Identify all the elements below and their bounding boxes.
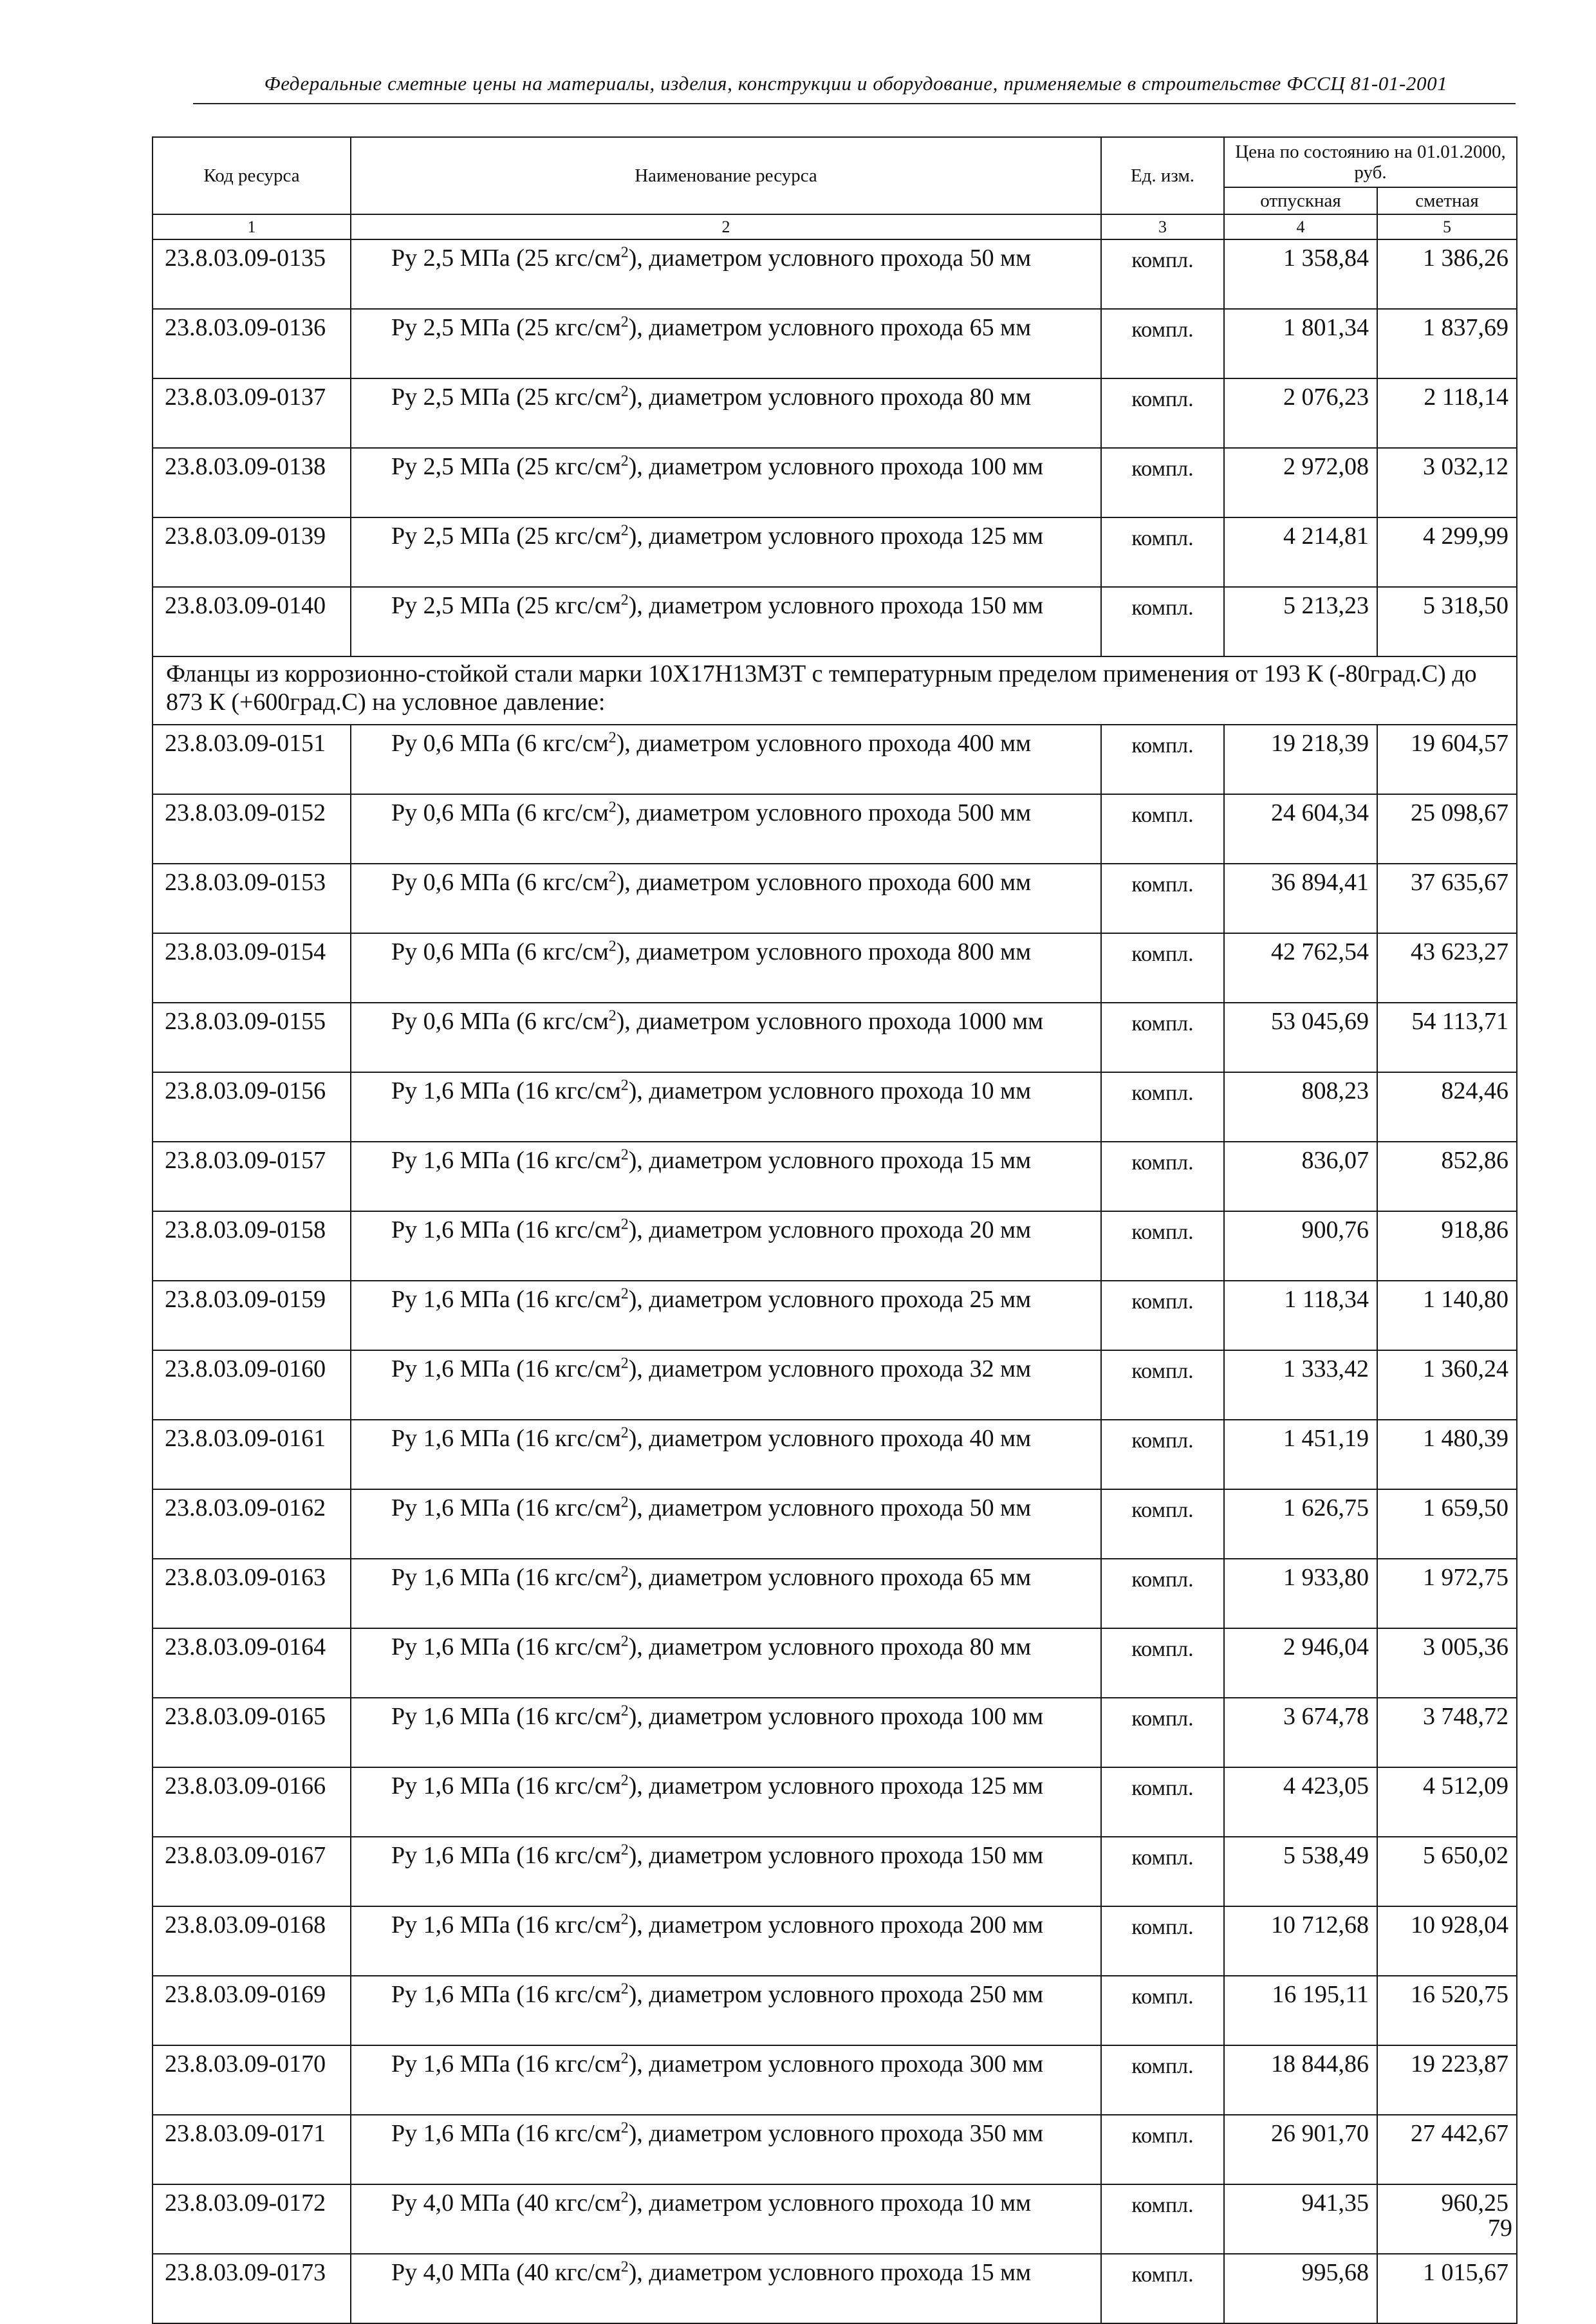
price-release: 2 972,08 [1224,448,1377,517]
price-estimate: 4 512,09 [1377,1767,1517,1837]
superscript: 2 [620,2119,629,2137]
price-estimate: 16 520,75 [1377,1976,1517,2045]
name-part: ), диаметром условного прохода 10 мм [628,2189,1032,2217]
price-release: 53 045,69 [1224,1003,1377,1072]
name-part: Ру 1,6 МПа (16 кгс/см [391,1772,621,1799]
resource-name [351,1142,1101,1211]
unit: компл. [1101,1698,1224,1767]
price-release: 836,07 [1224,1142,1377,1211]
superscript: 2 [620,1633,629,1650]
resource-name [351,864,1101,933]
name-part: Ру 4,0 МПа (40 кгс/см [391,2259,621,2286]
resource-code: 23.8.03.09-0159 [153,1281,351,1350]
price-estimate: 37 635,67 [1377,864,1517,933]
resource-name [351,1072,1101,1142]
price-release: 4 423,05 [1224,1767,1377,1837]
unit: компл. [1101,725,1224,794]
superscript: 2 [620,1077,629,1094]
table-row [153,239,1517,309]
price-release: 36 894,41 [1224,864,1377,933]
superscript: 2 [620,1702,629,1720]
price-estimate: 54 113,71 [1377,1003,1517,1072]
name-part: Ру 2,5 МПа (25 кгс/см [391,245,621,272]
resource-code: 23.8.03.09-0167 [153,1837,351,1906]
resource-name [351,1628,1101,1698]
table-body-after-group [153,725,1517,2323]
table-row [153,1489,1517,1559]
name-part: Ру 1,6 МПа (16 кгс/см [391,1216,621,1243]
name-part: ), диаметром условного прохода 100 мм [628,1703,1044,1730]
price-release: 4 214,81 [1224,517,1377,587]
resource-name [351,1906,1101,1976]
resource-code: 23.8.03.09-0164 [153,1628,351,1698]
superscript: 2 [620,244,629,261]
table-row [153,933,1517,1003]
price-estimate: 1 972,75 [1377,1559,1517,1628]
table-row [153,1628,1517,1698]
table-row [153,1072,1517,1142]
name-part: Ру 2,5 МПа (25 кгс/см [391,592,621,619]
resource-code: 23.8.03.09-0135 [153,239,351,309]
name-part: ), диаметром условного прохода 350 мм [628,2120,1044,2147]
name-part: ), диаметром условного прохода 15 мм [628,1147,1032,1174]
resource-name [351,1976,1101,2045]
name-part: ), диаметром условного прохода 65 мм [628,314,1032,341]
resource-name [351,1350,1101,1420]
name-part: ), диаметром условного прохода 300 мм [628,2050,1044,2078]
price-estimate: 960,25 [1377,2184,1517,2254]
superscript: 2 [608,1007,617,1025]
table-row [153,517,1517,587]
price-release: 1 358,84 [1224,239,1377,309]
header-name: Наименование ресурса [351,137,1101,214]
name-part: ), диаметром условного прохода 150 мм [628,1842,1044,1869]
superscript: 2 [608,799,617,816]
name-part: ), диаметром условного прохода 15 мм [628,2259,1032,2286]
superscript: 2 [620,1146,629,1164]
resource-code: 23.8.03.09-0151 [153,725,351,794]
superscript: 2 [608,729,617,747]
name-part: ), диаметром условного прохода 125 мм [628,523,1044,550]
name-part: Ру 1,6 МПа (16 кгс/см [391,2120,621,2147]
resource-code: 23.8.03.09-0139 [153,517,351,587]
name-part: Ру 1,6 МПа (16 кгс/см [391,2050,621,2078]
table-row [153,1281,1517,1350]
superscript: 2 [620,1355,629,1372]
price-release: 1 933,80 [1224,1559,1377,1628]
resource-code: 23.8.03.09-0138 [153,448,351,517]
table-row [153,2045,1517,2115]
table-row [153,2254,1517,2323]
price-estimate: 2 118,14 [1377,378,1517,448]
resource-code: 23.8.03.09-0154 [153,933,351,1003]
price-estimate: 1 386,26 [1377,239,1517,309]
resource-code: 23.8.03.09-0172 [153,2184,351,2254]
unit: компл. [1101,1142,1224,1211]
superscript: 2 [608,938,617,955]
unit: компл. [1101,1072,1224,1142]
name-part: Ру 2,5 МПа (25 кгс/см [391,314,621,341]
unit: компл. [1101,309,1224,378]
price-estimate: 824,46 [1377,1072,1517,1142]
resource-code: 23.8.03.09-0153 [153,864,351,933]
price-release: 16 195,11 [1224,1976,1377,2045]
name-part: Ру 0,6 МПа (6 кгс/см [391,799,609,826]
unit: компл. [1101,1976,1224,2045]
header-price: Цена по состоянию на 01.01.2000, руб. [1224,137,1517,187]
unit: компл. [1101,239,1224,309]
resource-name [351,1281,1101,1350]
resource-code: 23.8.03.09-0173 [153,2254,351,2323]
unit: компл. [1101,1489,1224,1559]
resource-code: 23.8.03.09-0169 [153,1976,351,2045]
name-part: Ру 1,6 МПа (16 кгс/см [391,1564,621,1591]
price-estimate: 1 140,80 [1377,1281,1517,1350]
resource-name [351,1003,1101,1072]
column-number: 4 [1224,214,1377,239]
name-part: ), диаметром условного прохода 200 мм [628,1911,1044,1938]
superscript: 2 [620,1841,629,1859]
resource-name [351,1837,1101,1906]
price-release: 2 076,23 [1224,378,1377,448]
resource-name [351,239,1101,309]
group-heading: Фланцы из коррозионно-стойкой стали марки 10Х17Н13М3Т с температурным пределом применения от 193 К (-80град.С) до 873 К (+600град.С) на условное давление: [153,656,1517,725]
price-release: 2 946,04 [1224,1628,1377,1698]
table-row [153,1142,1517,1211]
name-part: Ру 2,5 МПа (25 кгс/см [391,453,621,480]
unit: компл. [1101,2115,1224,2184]
name-part: Ру 2,5 МПа (25 кгс/см [391,384,621,411]
price-release: 941,35 [1224,2184,1377,2254]
superscript: 2 [620,383,629,400]
table-row [153,864,1517,933]
name-part: Ру 1,6 МПа (16 кгс/см [391,1911,621,1938]
price-release: 1 333,42 [1224,1350,1377,1420]
unit: компл. [1101,378,1224,448]
resource-code: 23.8.03.09-0166 [153,1767,351,1837]
price-release: 19 218,39 [1224,725,1377,794]
table-row [153,1003,1517,1072]
resource-name [351,517,1101,587]
name-part: ), диаметром условного прохода 32 мм [628,1355,1032,1382]
superscript: 2 [620,1563,629,1581]
superscript: 2 [620,2189,629,2206]
price-release: 10 712,68 [1224,1906,1377,1976]
price-estimate: 5 318,50 [1377,587,1517,656]
superscript: 2 [620,522,629,539]
resource-name [351,2115,1101,2184]
price-release: 1 118,34 [1224,1281,1377,1350]
table-row [153,1211,1517,1281]
resource-name [351,378,1101,448]
resource-code: 23.8.03.09-0160 [153,1350,351,1420]
header-unit: Ед. изм. [1101,137,1224,214]
name-part: Ру 4,0 МПа (40 кгс/см [391,2189,621,2217]
price-release: 18 844,86 [1224,2045,1377,2115]
unit: компл. [1101,1420,1224,1489]
price-estimate: 4 299,99 [1377,517,1517,587]
unit: компл. [1101,1350,1224,1420]
resource-code: 23.8.03.09-0165 [153,1698,351,1767]
table-row [153,448,1517,517]
unit: компл. [1101,2254,1224,2323]
name-part: ), диаметром условного прохода 40 мм [628,1425,1032,1452]
price-estimate: 918,86 [1377,1211,1517,1281]
price-release: 24 604,34 [1224,794,1377,864]
resource-name [351,1420,1101,1489]
resource-code: 23.8.03.09-0136 [153,309,351,378]
table-row [153,1420,1517,1489]
name-part: ), диаметром условного прохода 250 мм [628,1981,1044,2008]
resource-name [351,933,1101,1003]
resource-code: 23.8.03.09-0170 [153,2045,351,2115]
superscript: 2 [620,2258,629,2276]
resource-code: 23.8.03.09-0162 [153,1489,351,1559]
header-price-release: отпускная [1224,187,1377,214]
name-part: Ру 1,6 МПа (16 кгс/см [391,1355,621,1382]
unit: компл. [1101,448,1224,517]
resource-name [351,2184,1101,2254]
resource-name [351,725,1101,794]
resource-code: 23.8.03.09-0156 [153,1072,351,1142]
superscript: 2 [608,868,617,886]
table-row [153,1906,1517,1976]
price-estimate: 3 748,72 [1377,1698,1517,1767]
unit: компл. [1101,1628,1224,1698]
table-row [153,587,1517,656]
resource-code: 23.8.03.09-0163 [153,1559,351,1628]
name-part: ), диаметром условного прохода 80 мм [628,384,1032,411]
resource-code: 23.8.03.09-0161 [153,1420,351,1489]
name-part: Ру 1,6 МПа (16 кгс/см [391,1286,621,1313]
resource-code: 23.8.03.09-0168 [153,1906,351,1976]
superscript: 2 [620,452,629,470]
price-release: 900,76 [1224,1211,1377,1281]
price-estimate: 1 360,24 [1377,1350,1517,1420]
unit: компл. [1101,587,1224,656]
name-part: Ру 2,5 МПа (25 кгс/см [391,523,621,550]
table-row [153,794,1517,864]
unit: компл. [1101,933,1224,1003]
superscript: 2 [620,1216,629,1233]
resource-name [351,309,1101,378]
resource-name [351,1211,1101,1281]
table-row [153,2115,1517,2184]
price-estimate: 10 928,04 [1377,1906,1517,1976]
name-part: Ру 1,6 МПа (16 кгс/см [391,1842,621,1869]
price-estimate: 19 223,87 [1377,2045,1517,2115]
price-release: 42 762,54 [1224,933,1377,1003]
name-part: ), диаметром условного прохода 10 мм [628,1077,1032,1104]
price-estimate: 3 032,12 [1377,448,1517,517]
unit: компл. [1101,1767,1224,1837]
price-release: 808,23 [1224,1072,1377,1142]
header-price-estimate: сметная [1377,187,1517,214]
unit: компл. [1101,864,1224,933]
price-estimate: 1 837,69 [1377,309,1517,378]
name-part: ), диаметром условного прохода 25 мм [628,1286,1032,1313]
name-part: Ру 1,6 МПа (16 кгс/см [391,1981,621,2008]
price-estimate: 1 480,39 [1377,1420,1517,1489]
header-rule [193,103,1516,104]
price-release: 1 626,75 [1224,1489,1377,1559]
unit: компл. [1101,1281,1224,1350]
name-part: Ру 0,6 МПа (6 кгс/см [391,869,609,896]
table-row [153,1976,1517,2045]
name-part: ), диаметром условного прохода 65 мм [628,1564,1032,1591]
resource-name [351,1489,1101,1559]
superscript: 2 [620,1980,629,1998]
price-table [152,136,1517,2324]
price-estimate: 1 015,67 [1377,2254,1517,2323]
column-number: 2 [351,214,1101,239]
group-heading-row [153,656,1517,725]
price-release: 5 213,23 [1224,587,1377,656]
superscript: 2 [620,1911,629,1928]
price-estimate: 25 098,67 [1377,794,1517,864]
name-part: Ру 0,6 МПа (6 кгс/см [391,730,609,757]
resource-name [351,1698,1101,1767]
table-row [153,1767,1517,1837]
name-part: ), диаметром условного прохода 500 мм [616,799,1032,826]
name-part: ), диаметром условного прохода 100 мм [628,453,1044,480]
price-estimate: 19 604,57 [1377,725,1517,794]
resource-name [351,2254,1101,2323]
name-part: ), диаметром условного прохода 125 мм [628,1772,1044,1799]
name-part: Ру 1,6 МПа (16 кгс/см [391,1077,621,1104]
name-part: Ру 0,6 МПа (6 кгс/см [391,938,609,965]
name-part: ), диаметром условного прохода 20 мм [628,1216,1032,1243]
table-row [153,2184,1517,2254]
name-part: Ру 1,6 МПа (16 кгс/см [391,1425,621,1452]
name-part: Ру 0,6 МПа (6 кгс/см [391,1008,609,1035]
name-part: Ру 1,6 МПа (16 кгс/см [391,1147,621,1174]
price-estimate: 852,86 [1377,1142,1517,1211]
resource-name [351,2045,1101,2115]
price-estimate: 5 650,02 [1377,1837,1517,1906]
unit: компл. [1101,2184,1224,2254]
resource-name [351,448,1101,517]
name-part: ), диаметром условного прохода 50 мм [628,1494,1032,1521]
name-part: ), диаметром условного прохода 1000 мм [616,1008,1044,1035]
resource-name [351,1767,1101,1837]
superscript: 2 [620,2050,629,2067]
name-part: Ру 1,6 МПа (16 кгс/см [391,1703,621,1730]
running-header: Федеральные сметные цены на материалы, изделия, конструкции и оборудование, применяемые в строительстве ФССЦ 81-01-2001 [264,72,1448,95]
name-part: ), диаметром условного прохода 800 мм [616,938,1032,965]
name-part: ), диаметром условного прохода 50 мм [628,245,1032,272]
superscript: 2 [620,591,629,609]
resource-code: 23.8.03.09-0157 [153,1142,351,1211]
resource-code: 23.8.03.09-0155 [153,1003,351,1072]
unit: компл. [1101,1003,1224,1072]
name-part: Ру 1,6 МПа (16 кгс/см [391,1494,621,1521]
price-release: 3 674,78 [1224,1698,1377,1767]
table-row [153,1698,1517,1767]
name-part: ), диаметром условного прохода 150 мм [628,592,1044,619]
resource-code: 23.8.03.09-0140 [153,587,351,656]
name-part: ), диаметром условного прохода 400 мм [616,730,1032,757]
resource-name [351,1559,1101,1628]
unit: компл. [1101,517,1224,587]
price-estimate: 3 005,36 [1377,1628,1517,1698]
unit: компл. [1101,1837,1224,1906]
resource-code: 23.8.03.09-0152 [153,794,351,864]
price-release: 1 801,34 [1224,309,1377,378]
price-release: 5 538,49 [1224,1837,1377,1906]
price-release: 26 901,70 [1224,2115,1377,2184]
price-release: 1 451,19 [1224,1420,1377,1489]
superscript: 2 [620,313,629,331]
price-estimate: 1 659,50 [1377,1489,1517,1559]
unit: компл. [1101,1211,1224,1281]
price-estimate: 43 623,27 [1377,933,1517,1003]
resource-code: 23.8.03.09-0158 [153,1211,351,1281]
header-code: Код ресурса [153,137,351,214]
table-row [153,378,1517,448]
resource-name [351,794,1101,864]
table-row [153,309,1517,378]
name-part: ), диаметром условного прохода 600 мм [616,869,1032,896]
resource-code: 23.8.03.09-0137 [153,378,351,448]
table-row [153,1837,1517,1906]
table-body-before-group [153,239,1517,656]
table-row [153,725,1517,794]
name-part: Ру 1,6 МПа (16 кгс/см [391,1633,621,1660]
table-row [153,1559,1517,1628]
unit: компл. [1101,1559,1224,1628]
column-number: 3 [1101,214,1224,239]
unit: компл. [1101,1906,1224,1976]
superscript: 2 [620,1424,629,1442]
name-part: ), диаметром условного прохода 80 мм [628,1633,1032,1660]
table-group [153,656,1517,725]
unit: компл. [1101,2045,1224,2115]
price-estimate: 27 442,67 [1377,2115,1517,2184]
column-number: 5 [1377,214,1517,239]
resource-code: 23.8.03.09-0171 [153,2115,351,2184]
superscript: 2 [620,1285,629,1303]
column-number: 1 [153,214,351,239]
unit: компл. [1101,794,1224,864]
superscript: 2 [620,1772,629,1789]
resource-name [351,587,1101,656]
page-number: 79 [1488,2215,1512,2242]
superscript: 2 [620,1494,629,1511]
price-release: 995,68 [1224,2254,1377,2323]
table-row [153,1350,1517,1420]
